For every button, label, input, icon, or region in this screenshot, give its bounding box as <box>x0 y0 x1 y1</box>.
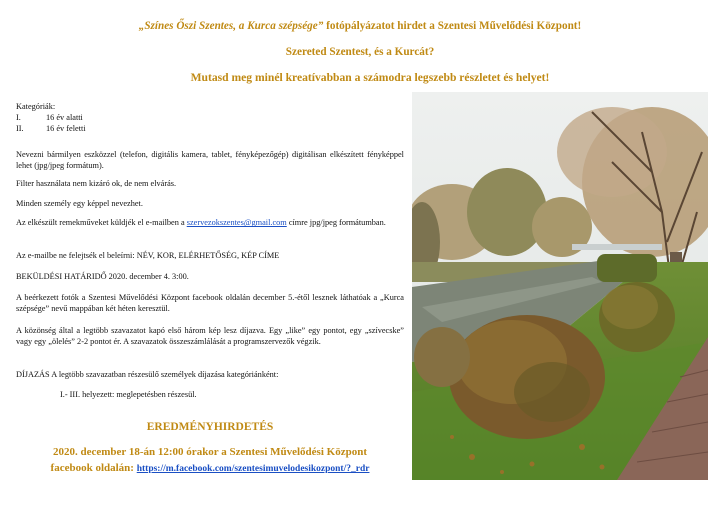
paragraph-one-image: Minden személy egy képpel nevezhet. <box>16 199 143 209</box>
header-line-1-rest: fotópályázatot hirdet a Szentesi Művelődési Központ! <box>323 20 582 32</box>
email-text-pre: Az elkészült remekműveket küldjék el e-mailben a <box>16 218 187 228</box>
paragraph-deadline: BEKÜLDÉSI HATÁRIDŐ 2020. december 4. 3:00. <box>16 272 189 282</box>
header-line-2: Szereted Szentest, és a Kurcát? <box>285 46 435 58</box>
header-line-1 <box>0 20 720 32</box>
results-line-2-pre: facebook oldalán: <box>50 462 137 474</box>
paragraph-voting: A közönség által a legtöbb szavazatot kapó első három kép lesz díjazva. Egy „like” egy pontot, egy „szívecske” vagy egy „ölelés” 2-2 pontot ér. A szavazatok összeszámlálását a programszervezők végzik. <box>16 326 404 347</box>
category-num: I. <box>16 113 21 122</box>
results-title: EREDMÉNYHIRDETÉS <box>146 421 274 433</box>
results-line-2 <box>0 462 420 474</box>
category-label: 16 év alatti <box>46 113 83 122</box>
paragraph-prize-winners: I.- III. helyezett: meglepetésben részesül. <box>60 390 197 400</box>
paragraph-publication: A beérkezett fotók a Szentesi Művelődési Központ facebook oldalán december 5.-étől lesznek láthatóak a „Kurca szépsége” nevű mappában két héten keresztül. <box>16 293 404 314</box>
email-link[interactable]: szervezokszentes@gmail.com <box>186 218 287 228</box>
categories-title: Kategóriák: <box>16 102 56 111</box>
paragraph-email <box>16 217 404 228</box>
category-num: II. <box>16 124 24 133</box>
contest-title: „Színes Őszi Szentes, a Kurca szépsége” <box>138 20 324 32</box>
category-item-1 <box>16 112 404 123</box>
paragraph-filter: Filter használata nem kizáró ok, de nem elvárás. <box>16 179 177 189</box>
paragraph-required-info: Az e-mailbe ne felejtsék el beleírni: NÉV, KOR, ELÉRHETŐSÉG, KÉP CÍME <box>16 251 280 261</box>
paragraph-device: Nevezni bármilyen eszközzel (telefon, digitális kamera, tablet, fényképezőgép) digitálisan elkészített fényképpel lehet (jpg/jpeg formátum). <box>16 150 404 171</box>
category-label: 16 év feletti <box>46 124 86 133</box>
category-item-2 <box>16 123 404 134</box>
email-text-post: címre jpg/jpeg formátumban. <box>286 218 386 228</box>
paragraph-prize: DÍJAZÁS A legtöbb szavazatban részesülő személyek díjazása kategóriánként: <box>16 370 279 380</box>
header-line-3: Mutasd meg minél kreatívabban a számodra legszebb részletet és helyet! <box>190 71 550 84</box>
facebook-link[interactable]: https://m.facebook.com/szentesimuvelodesikozpont/?_rdr <box>136 464 370 474</box>
autumn-park-photo <box>412 92 708 480</box>
results-line-1: 2020. december 18-án 12:00 órakor a Szentesi Művelődési Központ <box>53 446 367 458</box>
